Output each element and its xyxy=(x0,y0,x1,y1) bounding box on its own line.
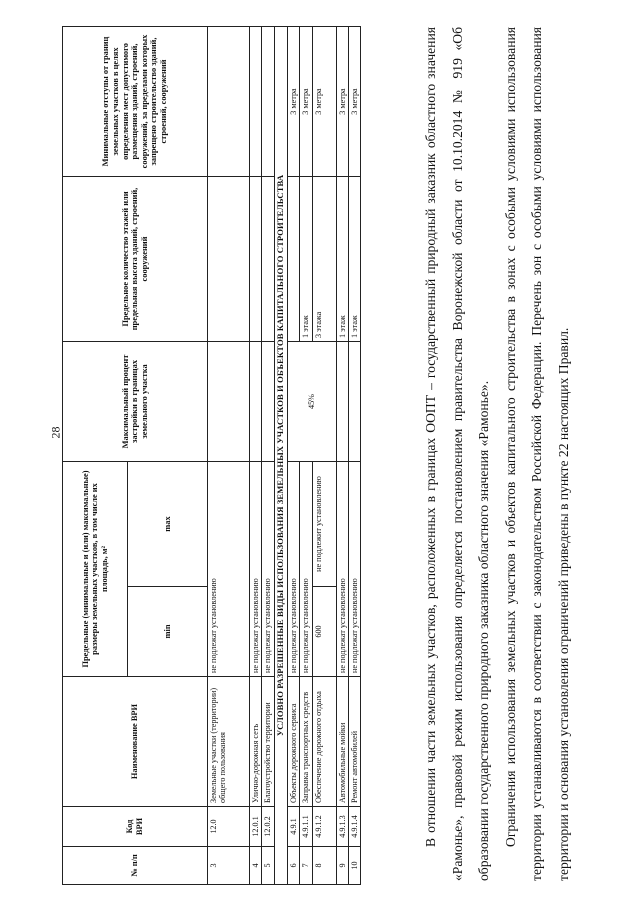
row-floors: 3 этажа xyxy=(312,177,336,342)
row-max: не подлежит установлению xyxy=(312,462,336,587)
row-code: 12.0 xyxy=(208,807,250,847)
table-header-row xyxy=(63,27,128,885)
row-minmax: не подлежат установлению xyxy=(348,462,360,677)
row-floors xyxy=(250,177,262,342)
header-setbacks: Минимальные отступы от границ земельных участков в целях определения мест допустимого размещения зданий, строений, сооружений, за пределами которых запрещено строительство зданий, строений, сооружений xyxy=(63,27,208,177)
row-name: Заправка транспортных средств xyxy=(300,677,312,807)
row-num: 5 xyxy=(262,847,274,885)
row-code: 4.9.1.4 xyxy=(348,807,360,847)
regulations-table xyxy=(62,26,361,885)
row-setback xyxy=(208,27,250,177)
row-minmax: не подлежат установлению xyxy=(250,462,262,677)
row-name: Ремонт автомобилей xyxy=(348,677,360,807)
row-minmax: не подлежат установлению xyxy=(208,462,250,677)
header-code: Код ВРИ xyxy=(63,807,208,847)
row-percent xyxy=(336,342,348,462)
row-setback xyxy=(250,27,262,177)
table-row xyxy=(287,27,299,885)
row-code: 4.9.1.2 xyxy=(312,807,336,847)
row-num: 3 xyxy=(208,847,250,885)
row-num: 6 xyxy=(287,847,299,885)
table-row xyxy=(250,27,262,885)
table-row xyxy=(348,27,360,885)
row-code: 4.9.1 xyxy=(287,807,299,847)
row-code: 12.0.1 xyxy=(250,807,262,847)
row-percent: 45% xyxy=(287,342,336,462)
paragraph: Ограничения использования земельных участков и объектов капитального строительства в зонах с особыми условиями использования территории устанавливаются в соответствии с законодательством Российской Федерации. Перечень зон с особыми условиями использования территории и основания установления ограничений приведены в пункте 22 настоящих Правил. xyxy=(502,27,571,881)
header-min: min xyxy=(128,587,208,677)
table-row xyxy=(208,27,250,885)
table-row xyxy=(336,27,348,885)
page-number: 28 xyxy=(48,426,63,439)
row-setback: 3 метра xyxy=(336,27,348,177)
row-name: Объекты дорожного сервиса xyxy=(287,677,299,807)
row-percent xyxy=(348,342,360,462)
row-name: Обеспечение дорожного отдыха xyxy=(312,677,336,807)
table-row xyxy=(262,27,274,885)
row-setback: 3 метра xyxy=(287,27,299,177)
header-max: max xyxy=(128,462,208,587)
row-num: 7 xyxy=(300,847,312,885)
header-size-group: Предельные (минимальные и (или) максимальные) размеры земельных участков, в том числе их площадь, м² xyxy=(63,462,128,677)
row-setback: 3 метра xyxy=(300,27,312,177)
body-text xyxy=(418,27,577,881)
row-floors xyxy=(287,177,299,342)
row-num: 8 xyxy=(312,847,336,885)
row-minmax: не подлежат установлению xyxy=(287,462,299,677)
row-min: 600 xyxy=(312,587,336,677)
row-setback: 3 метра xyxy=(312,27,336,177)
row-percent xyxy=(262,342,274,462)
row-name: Улично-дорожная сеть xyxy=(250,677,262,807)
row-code: 4.9.1.3 xyxy=(336,807,348,847)
row-minmax: не подлежат установлению xyxy=(336,462,348,677)
row-code: 4.9.1.1 xyxy=(300,807,312,847)
header-percent: Максимальный процент застройки в границах земельного участка xyxy=(63,342,208,462)
row-percent xyxy=(250,342,262,462)
row-num: 4 xyxy=(250,847,262,885)
section-title: УСЛОВНО РАЗРЕШЕННЫЕ ВИДЫ ИСПОЛЬЗОВАНИЯ ЗЕМЕЛЬНЫХ УЧАСТКОВ И ОБЪЕКТОВ КАПИТАЛЬНОГО СТРОИТЕЛЬСТВА xyxy=(274,27,287,885)
row-floors: 1 этаж xyxy=(336,177,348,342)
header-name: Наименование ВРИ xyxy=(63,677,208,807)
row-minmax: не подлежат установлению xyxy=(300,462,312,677)
row-name: Земельные участки (территории) общего пользования xyxy=(208,677,250,807)
row-setback xyxy=(262,27,274,177)
header-num: № п/п xyxy=(63,847,208,885)
row-floors: 1 этаж xyxy=(348,177,360,342)
section-row xyxy=(274,27,287,885)
row-num: 9 xyxy=(336,847,348,885)
row-minmax: не подлежат установлению xyxy=(262,462,274,677)
row-percent xyxy=(208,342,250,462)
row-name: Автомобильные мойки xyxy=(336,677,348,807)
row-floors xyxy=(262,177,274,342)
row-floors xyxy=(208,177,250,342)
row-code: 12.0.2 xyxy=(262,807,274,847)
row-num: 10 xyxy=(348,847,360,885)
rotated-content xyxy=(62,25,632,885)
row-setback: 3 метра xyxy=(348,27,360,177)
row-floors: 1 этаж xyxy=(300,177,312,342)
paragraph: В отношении части земельных участков, расположенных в границах ООПТ – государственный природный заказник областного значения «Рамонье», правовой режим использования определяется постановлением правительства Воронежской области от 10.10.2014 № 919 «Об образовании государственного природного заказника областного значения «Рамонье». xyxy=(423,27,491,881)
header-floors: Предельное количество этажей или предельная высота зданий, строений, сооружений xyxy=(63,177,208,342)
row-name: Благоустройство территории xyxy=(262,677,274,807)
